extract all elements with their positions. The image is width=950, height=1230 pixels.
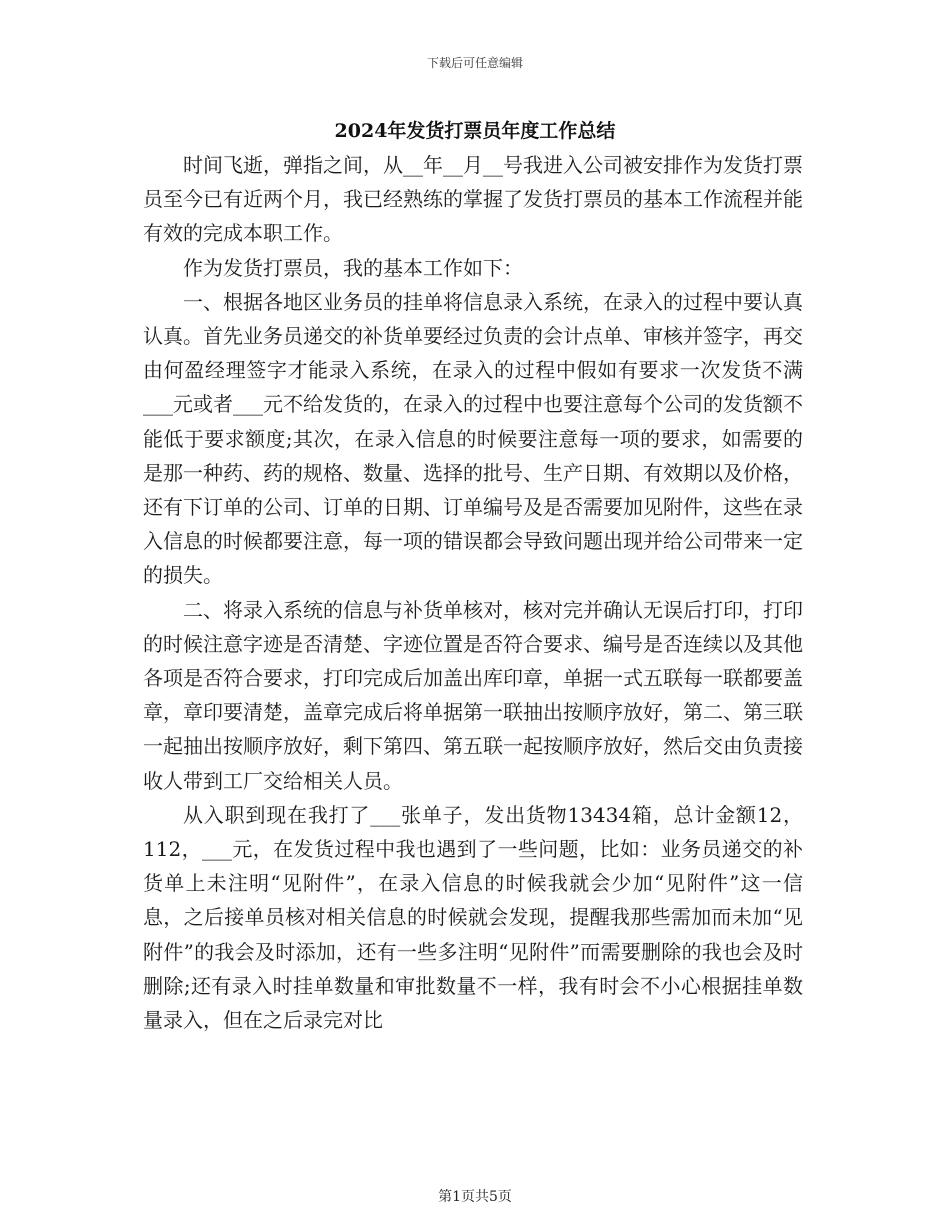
document-body xyxy=(143,148,803,1037)
paragraph-duties-heading: 作为发货打票员，我的基本工作如下： xyxy=(183,255,523,280)
document-title: 2024年发货打票员年度工作总结 xyxy=(334,120,616,142)
header-note: 下载后可任意编辑 xyxy=(426,56,523,70)
paragraph-duty-one: 一、根据各地区业务员的挂单将信息录入系统，在录入的过程中要认真认真。首先业务员递交的补货单要经过负责的会计点单、审核并签字，再交由何盈经理签字才能录入系统，在录入的过程中假如有要求一次发货不满___元或者___元不给发货的，在录入的过程中也要注意每个公司的发货额不能低于要求额度;其次，在录入信息的时候要注意每一项的要求，如需要的是那一种药、药的规格、数量、选择的批号、生产日期、有效期以及价格，还有下订单的公司、订单的日期、订单编号及是否需要加见附件，这些在录入信息的时候都要注意，每一项的错误都会导致问题出现并给公司带来一定的损失。 xyxy=(143,289,803,588)
page-footer: 第1页共5页 xyxy=(438,1189,512,1205)
paragraph-duty-two: 二、将录入系统的信息与补货单核对，核对完并确认无误后打印，打印的时候注意字迹是否清楚、字迹位置是否符合要求、编号是否连续以及其他各项是否符合要求，打印完成后加盖出库印章，单据一式五联每一联都要盖章，章印要清楚，盖章完成后将单据第一联抽出按顺序放好，第二、第三联一起抽出按顺序放好，剩下第四、第五联一起按顺序放好，然后交由负责接收人带到工厂交给相关人员。 xyxy=(143,597,803,793)
paragraph-summary: 从入职到现在我打了___张单子，发出货物13434箱，总计金额12，112，___元，在发货过程中我也遇到了一些问题，比如：业务员递交的补货单上未注明“见附件”，在录入信息的时候我就会少加“见附件”这一信息，之后接单员核对相关信息的时候就会发现，提醒我那些需加而未加“见附件”的我会及时添加，还有一些多注明“见附件”而需要删除的我也会及时删除;还有录入时挂单数量和审批数量不一样，我有时会不小心根据挂单数量录入，但在之后录完对比 xyxy=(143,802,803,1033)
paragraph-intro: 时间飞逝，弹指之间，从__年__月__号我进入公司被安排作为发货打票员至今已有近两个月，我已经熟练的掌握了发货打票员的基本工作流程并能有效的完成本职工作。 xyxy=(143,153,803,246)
